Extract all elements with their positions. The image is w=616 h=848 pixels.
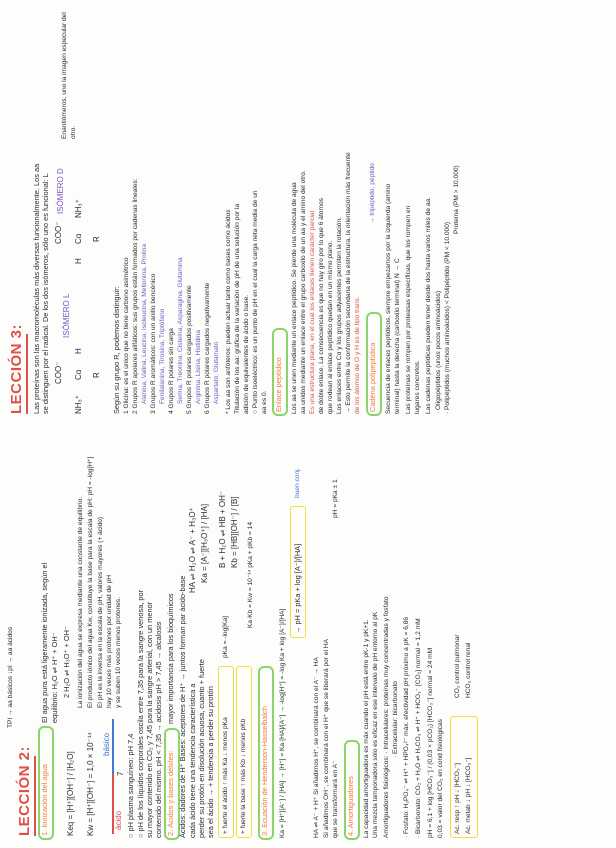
amphoteric3: adición de equivalentes de ácido o base. bbox=[243, 294, 250, 414]
plasma-ph: ○ pH plasma sanguíneo: pH 7,4 bbox=[126, 733, 135, 838]
s3-line1: Ka = [H⁺][A⁻] / [HA] → [H⁺] = Ka·[HA]/[A⁻] → -log[H⁺] = -log Ka + log [A⁻]/[HA] bbox=[279, 608, 286, 838]
calpha-d: Cα bbox=[74, 233, 83, 244]
s4-line2: Una mezcla tamponadora sólo es eficaz en ese intervalo de pH entorno al pK bbox=[372, 611, 379, 838]
fluids-ph2: su mayor contenido en CO₂ y 7,45 para la sangre arterial, con un menor bbox=[145, 601, 154, 838]
groups-heading: Según su grupo R, podemos distinguir: bbox=[112, 286, 121, 414]
peptide7: → Esto permite la conformación secundaria de la estructura, la orientación más frecuente bbox=[345, 152, 352, 414]
s4-line1: La capacidad amortiguadora es máx cuando el pH está entre pK-1 y pK+1. bbox=[363, 619, 370, 838]
group5: 5 Grupos R polares cargados positivamente bbox=[186, 285, 193, 414]
metab-acidosis: Ac. metab ↓ pH ↓ [HCO₃⁻] bbox=[465, 757, 472, 834]
section2-heading: 2. Ácidos y bases débiles: bbox=[166, 750, 175, 836]
chain7: · Polipéptidos (muchos aminoácidos) < Polipéptido (PM < 10.000) bbox=[444, 221, 451, 414]
group1: 1 Glicina: es el único que no tiene carbono asimétrico bbox=[123, 257, 130, 414]
peptide1: Los aa se unen mediante un enlace peptídico. Se pierde una molécula de agua bbox=[291, 182, 298, 414]
nh3-group-d: NH₃⁺ bbox=[74, 198, 83, 218]
s1-line3: 2 H₂O ⇌ H₃O⁺ + OH⁻ bbox=[62, 626, 71, 698]
chain6: · Oligopéptidos (unos pocos aminoácidos) bbox=[435, 290, 442, 414]
enantiomers-note: Enantiómeros, uno la imagen especular del otro. bbox=[61, 12, 77, 139]
s1-line2: equilibrio: H₂O ⇌ H⁺ + OH⁻ bbox=[50, 632, 59, 723]
basic-arrow bbox=[112, 719, 114, 774]
peptide8: de los átomos de O y H es de tipo trans. bbox=[354, 296, 361, 414]
group2-list: Alanina, Valina, Leucina, Isoleucina, Metionina, Prolina bbox=[141, 243, 148, 404]
kw-formula: Kw = [H⁺][OH⁻] = 1,0 × 10⁻¹⁴ bbox=[86, 732, 95, 836]
chain3: Las proteínas se rompen por proteasas específicas, que los rompen en bbox=[405, 205, 412, 414]
s2-line1: mayor importancia para los bioquímicos bbox=[166, 593, 175, 724]
chain8: Proteína (PM > 10.000) bbox=[453, 165, 460, 234]
s3-line3: HA ⇌ A⁻ + H⁺ Si añadimos H⁺, se combinará con el A⁻ → HA bbox=[313, 657, 320, 838]
s4-line5: · Fosfato: H₂PO₄⁻ ⇌ H⁺ + HPO₄²⁻ máx. efectividad pH próximo a pK = 6,86 bbox=[403, 616, 410, 838]
tripeptide-note: → tripéptido, péptido bbox=[369, 163, 376, 224]
r-group-l: R bbox=[92, 372, 101, 378]
isomer-d-label: ISÓMERO D bbox=[56, 168, 65, 214]
isomer-diagram bbox=[52, 154, 108, 414]
ph-scale1: El pH es la inversa en la escala de pH, valores mayores (+ ácido) bbox=[97, 516, 104, 708]
group4: 4 Grupos R polares sin carga bbox=[168, 328, 175, 414]
peptide6: Los enlaces entre Cα y los grupos adyacentes permiten la rotación. bbox=[336, 217, 343, 414]
l3-intro2: se distinguen por el radical. De los dos isómeros, sólo uno es funcional: L bbox=[41, 173, 50, 414]
top-note: TPI → aa básicos ↓pI → aa ácidos bbox=[7, 626, 14, 728]
group5-list: Arginina, Lisina, Histidina bbox=[195, 329, 202, 404]
s4-line6: · Bicarbonato: CO₂ + H₂O ⇌ H₂CO₃ ⇌ H⁺ + HCO₃⁻ [CO₂] normal = 1,2 mM bbox=[415, 618, 422, 838]
lesson2-underline bbox=[34, 756, 36, 836]
resp-acidosis: Ac. resp ↑ pH ↓ [HCO₃⁻] bbox=[454, 762, 461, 834]
peptide2: aa unidos mediante un enlace entre el grupo carboxilo de un aa y el amino del otro. bbox=[300, 170, 307, 414]
lesson3-title: LECCIÓN 3: bbox=[8, 323, 25, 414]
group3-list: Fenilalanina, Tirosina, Triptófano bbox=[159, 308, 166, 404]
lesson3-underline bbox=[26, 334, 28, 414]
coo-group-d: COO⁻ bbox=[54, 221, 63, 244]
r-group-d: R bbox=[92, 236, 101, 242]
keq-formula: Keq = [H⁺][OH⁻] / [H₂O] bbox=[66, 751, 75, 836]
s2-line5: sea el ácido → + tendencia a perder su protón bbox=[206, 686, 215, 838]
fluids-ph3: contenido del mismo. pH < 7,35 → acidosis pH > 7,45 → alcalosis bbox=[154, 621, 163, 838]
kw-text1: La ionización del agua se expresa mediante una constante de equilibrio. bbox=[77, 496, 84, 708]
peptide4: de doble enlace. La consecuencia es que no hay giro por lo que 6 átomos bbox=[318, 198, 325, 414]
h-group-l: H bbox=[74, 348, 83, 354]
isomer-l-label: ISÓMERO L bbox=[62, 293, 71, 338]
s3-line2: → pH = pKa + log [A⁻]/[HA] bbox=[293, 543, 302, 634]
s2-line4: perder su protón en disolución acuosa, cuanto + fuerte bbox=[197, 659, 206, 838]
lesson2-title: LECCIÓN 2: bbox=[16, 745, 33, 836]
amphoteric2: Titulación de los aa: gráfica de la variación de pH de una solución por la bbox=[234, 203, 241, 414]
s2-kb1: B + H₂O ⇌ HB + OH⁻ bbox=[218, 490, 227, 568]
ph-scale3: y se suben 10 veces menos protones. bbox=[115, 596, 122, 708]
hco3-control: HCO₃ control renal bbox=[465, 642, 472, 698]
ph-scale2: hay 10 veces más protones por unidad de pH bbox=[106, 574, 113, 708]
fluids-ph1: ○ pH de los líquidos corporales oscila entre 7,35 para la sangre venosa, por bbox=[136, 589, 145, 838]
chain-heading: Cadena polipeptídica bbox=[368, 342, 377, 412]
s4-line7: pH = 6,1 + log [HCO₃⁻] / (0,03 × pCO₂) [HCO₃⁻] normal = 24 mM bbox=[427, 647, 434, 838]
group4-list: Serina, Treonina, Cisteína, Asparagina, Glutamina bbox=[177, 257, 184, 404]
peptide5: que rodean al enlace peptídico quedan en un mismo plano. bbox=[327, 240, 334, 414]
s4-line3: Amortiguadores fisiológicos: · Intracelulares: proteínas muy concentradas y fosfato bbox=[383, 596, 390, 838]
group2: 2 Grupos R apolares alifáticos: sus grupos están formados por cadenas lineales: bbox=[132, 178, 139, 414]
l3-intro1: Las proteínas son las macromoléculas más diversas funcionalmente. Los aa bbox=[32, 163, 41, 414]
s2-line2: Ácidos: dadores de H⁺ Bases: aceptores de H⁺ → juntos forman par ácido-base bbox=[178, 575, 187, 838]
amphoteric4: ○ Punto isoeléctrico: es un punto de pH en el cual la carga neta media de un bbox=[252, 190, 259, 414]
acido-label: ácido bbox=[114, 810, 123, 830]
s3-box-note: buen conj. bbox=[294, 467, 301, 498]
chain1: Secuencia de enlaces peptídicos, siempre empezamos por la izquierda (amino bbox=[385, 183, 392, 414]
s2-ka2: Ka = [A⁻][H₃O⁺] / [HA] bbox=[200, 503, 209, 583]
group3: 3 Grupos R aromáticos: con un anillo bencénico bbox=[150, 273, 157, 414]
strong-base-text: + fuerte la base ↑ más Kb ↓ menos pKb bbox=[240, 718, 247, 834]
s4-line4: · Extracelular: bicarbonato bbox=[392, 681, 399, 758]
coo-group-l: COO⁻ bbox=[54, 361, 63, 384]
ka-kb-relation: Ka·Kb = Kw = 10⁻¹⁴ pKa + pKb = 14 bbox=[247, 521, 254, 628]
section3-heading: 3. Ecuación de Henderson-Hasselbalch bbox=[260, 706, 269, 836]
calpha-l: Cα bbox=[74, 369, 83, 380]
s2-kb2: Kb = [HB][OH⁻] / [B] bbox=[230, 496, 239, 568]
amphoteric5: aa es 0. bbox=[261, 390, 268, 414]
s2-ka1: HA ⇌ H₂O ⇌ A⁻ + H₃O⁺ bbox=[188, 507, 197, 593]
group6: 6 Grupos R polares cargados negativamente bbox=[204, 282, 211, 414]
strong-acid-text: + fuerte el ácido ↑ más Ka ↓ menos pKa bbox=[222, 717, 229, 834]
s3-line5: que se transformará en A⁻ bbox=[332, 760, 339, 838]
s2-line3: cada ácido tiene una tendencia característica a bbox=[188, 683, 197, 838]
basico-label: básico bbox=[102, 732, 111, 756]
chain2: terminal) hasta la derecha (carboxilo terminal) N → C bbox=[394, 258, 401, 414]
s3-line6: pH = pKa ± 1 bbox=[332, 479, 339, 518]
amphoteric1: * Los aa son anfóteros: pueden actuar tanto como bases como ácidos bbox=[225, 209, 232, 414]
peptide-bond-heading: Enlace peptídico bbox=[274, 357, 283, 412]
chain5: Las cadenas peptídicas pueden tener desde dos hasta varios miles de aa. bbox=[425, 196, 432, 414]
nh3-group-l: NH₃⁺ bbox=[74, 394, 83, 414]
s1-line1: El agua pura está ligeramente ionizada, según el bbox=[40, 562, 49, 723]
peptide3: Es una estructura plana, en el cual los enlaces tienen carácter parcial bbox=[309, 210, 316, 414]
h-group-d: H bbox=[74, 258, 83, 264]
pka-def: pKa = -log[Ka] bbox=[222, 616, 229, 658]
section1-heading: 1. Ionización del agua bbox=[40, 764, 49, 836]
s3-line4: Si añadimos OH⁻, se combinará con el H⁺ que se liberará por el HA bbox=[323, 638, 330, 838]
section4-heading: 4. Amortiguadores bbox=[346, 776, 355, 836]
kw-text2: El producto iónico del agua Kw, constituye la base para la escala de pH: pH = -log[H⁺] bbox=[87, 456, 94, 708]
co2-control: CO₂ control pulmonar bbox=[454, 634, 461, 698]
ph7-label: 7 bbox=[116, 771, 125, 776]
lesson2-column bbox=[0, 424, 616, 848]
group6-list: Aspartato, Glutamato bbox=[213, 341, 220, 404]
s4-line8: 0,03 = valor del CO₂ en cond fisiológicas bbox=[437, 719, 444, 838]
chain4: lugares concretos. bbox=[414, 360, 421, 414]
